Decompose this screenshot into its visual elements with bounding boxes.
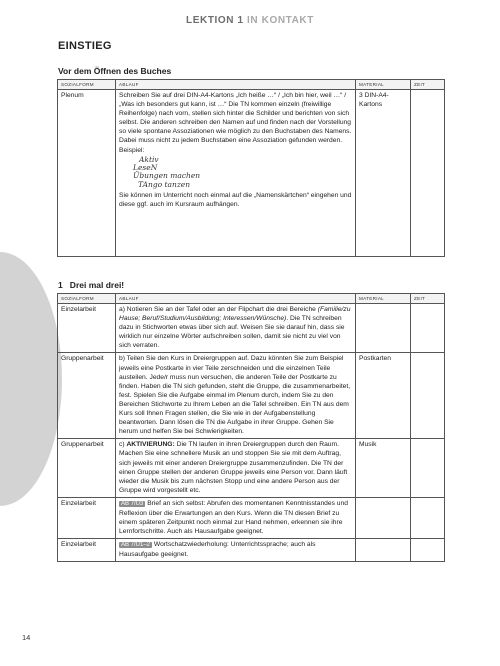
ablauf-text: a) Notieren Sie an der Tafel oder an der Flipchart die drei Bereiche	[119, 306, 318, 313]
cell-material	[356, 539, 411, 562]
cell-material: Postkarten	[356, 353, 411, 439]
table-header-row	[58, 80, 445, 90]
ablauf-italic-text: (Familie/zu Hause; Beruf/Studium/Ausbildung; Interessen/Wünsche)	[119, 306, 351, 323]
lesson-topic: IN KONTAKT	[247, 15, 314, 26]
ablauf-intro: Schreiben Sie auf drei DIN-A4-Kartons „Ich heiße …“ / „Ich bin hier, weil …“ / „Was ich besonders gut kann, ist …“ Die TN kommen einzeln (freiwillige Reihenfolge) nach vorn, stellen sich hinter die Schilder und berichten von sich selbst. Die anderen schreiben den Namen auf und finden nach der Vorstellung so viele spontane Assoziationen wie möglich zu den Buchstaben des Namens. Dabei muss nicht zu jedem Buchstaben eine Assoziation gefunden werden.	[119, 92, 352, 145]
workbook-badge: AB 7/Ü1–2	[121, 542, 151, 549]
col-header-material: MATERIAL	[356, 294, 411, 304]
table2-title: 1 Drei mal drei!	[58, 280, 125, 290]
handwritten-example	[119, 156, 352, 190]
cell-sozialform: Gruppenarbeit	[58, 439, 116, 498]
cell-zeit	[411, 304, 445, 353]
cell-sozialform: Einzelarbeit	[58, 304, 116, 353]
example-line: LeseN	[133, 163, 158, 173]
cell-material	[356, 304, 411, 353]
cell-zeit	[411, 353, 445, 439]
col-header-sozialform: SOZIALFORM	[58, 80, 116, 90]
cell-sozialform: Einzelarbeit	[58, 539, 116, 562]
table-row	[58, 90, 445, 257]
cell-zeit	[411, 439, 445, 498]
table-row	[58, 497, 445, 538]
cell-zeit	[411, 90, 445, 257]
cell-zeit	[411, 497, 445, 538]
cell-material: 3 DIN-A4-Kartons	[356, 90, 411, 257]
lesson-header	[0, 15, 500, 26]
cell-sozialform: Plenum	[58, 90, 116, 257]
table-row	[58, 353, 445, 439]
activation-label: AKTIVIERUNG:	[126, 441, 175, 449]
section-title: EINSTIEG	[58, 40, 112, 52]
col-header-sozialform: SOZIALFORM	[58, 294, 116, 304]
table-row	[58, 439, 445, 498]
beispiel-label: Beispiel:	[119, 146, 145, 154]
col-header-material: MATERIAL	[356, 80, 411, 90]
cell-ablauf	[116, 439, 356, 498]
table-before-book	[57, 79, 445, 257]
page-number: 14	[22, 633, 31, 642]
ablauf-text: Wortschatzwiederholung: Unterrichtssprache; auch als Hausaufgabe geeignet.	[119, 541, 316, 559]
table-drei-mal-drei	[57, 293, 445, 562]
cell-ablauf	[116, 497, 356, 538]
ablauf-text: . Die TN schreiben dazu in Stichworten etwas über sich auf. Weisen Sie sie darauf hin, dass sie wirklich nur einzelne Wörter aufschreiben sollen, damit sie nicht zu viel von sich verraten.	[119, 315, 345, 350]
col-header-zeit: ZEIT	[411, 80, 445, 90]
col-header-ablauf: ABLAUF	[116, 294, 356, 304]
decorative-half-circle	[0, 252, 62, 506]
lesson-number: LEKTION 1	[186, 15, 244, 26]
ablauf-text: Brief an sich selbst: Abrufen des momentanen Kenntnisstandes und Reflexion über die Erwartungen an den Kurs. Wenn die TN diesen Brief zu einem späteren Zeitpunkt noch einmal zur Hand nehmen, erkennen sie ihre Lernfortschritte. Auch als Hausaufgabe geeignet.	[119, 499, 348, 536]
cell-ablauf	[116, 304, 356, 353]
cell-material	[356, 497, 411, 538]
cell-zeit	[411, 539, 445, 562]
cell-ablauf	[116, 90, 356, 257]
col-header-zeit: ZEIT	[411, 294, 445, 304]
cell-sozialform: Gruppenarbeit	[58, 353, 116, 439]
cell-material: Musik	[356, 439, 411, 498]
table-row	[58, 304, 445, 353]
table-header-row	[58, 294, 445, 304]
example-line: Übungen machen	[133, 171, 201, 181]
example-line: TAngo tanzen	[138, 179, 191, 189]
cell-ablauf: b) Teilen Sie den Kurs in Dreiergruppen auf. Dazu könnten Sie zum Beispiel jeweils eine Postkarte in vier Teile zerschneiden und die einzelnen Teile austeilen. Jede/r muss nun versuchen, die anderen Teile der Postkarte zu finden. Haben die TN sich gefunden, steht die Gruppe, die zusammenarbeitet, fest. Spielen Sie die Aufgabe einmal im Plenum durch, indem Sie zu den Bereichen Stichworte zu Ihrem Leben an die Tafel schreiben. Ein TN aus dem Kurs soll Ihnen Fragen stellen, die Sie wie in der Aufgabenstellung beantworten. Dann lösen die TN die Aufgabe in ihrer Gruppe. Gehen Sie herum und helfen Sie bei Schwierigkeiten.	[116, 353, 356, 439]
example-line: Aktiv	[139, 154, 159, 164]
ablauf-text: Die TN laufen in ihren Dreiergruppen durch den Raum. Machen Sie eine schnellere Musik an und stoppen Sie sie mit dem Auftrag, sich jeweils mit einer anderen Dreiergruppe zusammenzufinden. Die TN der einen Gruppe stellen der anderen Gruppe jeweils eine Person vor. Dann läuft wieder die Musik bis zum nächsten Stopp und eine andere Person aus der Gruppe wird vorgestellt etc.	[119, 441, 348, 494]
col-header-ablauf: ABLAUF	[116, 80, 356, 90]
cell-ablauf	[116, 539, 356, 562]
workbook-badge: AB 7/Ü3	[121, 500, 144, 507]
ablauf-outro: Sie können im Unterricht noch einmal auf die „Namenskärtchen“ eingehen und diese ggf. auch im Kursraum aufhängen.	[119, 192, 352, 209]
ablauf-prefix: c)	[119, 441, 127, 449]
cell-sozialform: Einzelarbeit	[58, 497, 116, 538]
table1-title: Vor dem Öffnen des Buches	[58, 66, 172, 76]
table-row	[58, 539, 445, 562]
